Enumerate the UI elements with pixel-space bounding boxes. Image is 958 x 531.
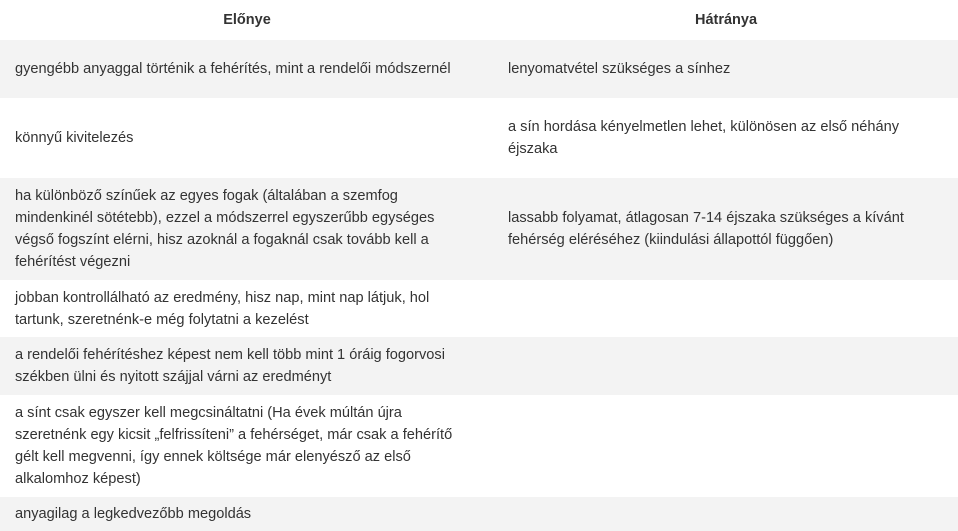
con-cell: lenyomatvétel szükséges a sínhez bbox=[494, 40, 958, 98]
con-cell bbox=[494, 395, 958, 497]
pro-cell: anyagilag a legkedvezőbb megoldás bbox=[0, 497, 494, 531]
table-row bbox=[0, 497, 958, 531]
table-row bbox=[0, 178, 958, 280]
pro-cell: ha különböző színűek az egyes fogak (általában a szemfog mindenkinél sötétebb), ezzel a módszerrel egyszerűbb egységes végső fogszínt elérni, hisz azoknál a fogaknál csak tovább kell a fehérítést végezni bbox=[0, 178, 494, 280]
con-cell: lassabb folyamat, átlagosan 7-14 éjszaka szükséges a kívánt fehérség eléréséhez (kiindulási állapottól függően) bbox=[494, 178, 958, 280]
pro-cell: jobban kontrollálható az eredmény, hisz nap, mint nap látjuk, hol tartunk, szeretnénk-e még folytatni a kezelést bbox=[0, 280, 494, 337]
pro-cell: a sínt csak egyszer kell megcsináltatni (Ha évek múltán újra szeretnénk egy kicsit „felfrissíteni” a fehérséget, már csak a fehérítő gélt kell megvenni, így ennek költsége már elenyésző az első alkalomhoz képest) bbox=[0, 395, 494, 497]
con-cell bbox=[494, 497, 958, 531]
header-cons: Hátránya bbox=[694, 12, 758, 28]
con-cell: a sín hordása kényelmetlen lehet, különösen az első néhány éjszaka bbox=[494, 98, 958, 178]
table-row bbox=[0, 337, 958, 395]
table-row bbox=[0, 280, 958, 337]
pro-cell: a rendelői fehérítéshez képest nem kell több mint 1 óráig fogorvosi székben ülni és nyitott szájjal várni az eredményt bbox=[0, 337, 494, 395]
pro-cell: gyengébb anyaggal történik a fehérítés, mint a rendelői módszernél bbox=[0, 40, 494, 98]
pro-cell: könnyű kivitelezés bbox=[0, 98, 494, 178]
con-cell bbox=[494, 280, 958, 337]
table-row bbox=[0, 98, 958, 178]
header-pros: Előnye bbox=[223, 12, 271, 28]
table-row bbox=[0, 40, 958, 98]
table-header-row bbox=[0, 0, 958, 40]
table-row bbox=[0, 395, 958, 497]
con-cell bbox=[494, 337, 958, 395]
